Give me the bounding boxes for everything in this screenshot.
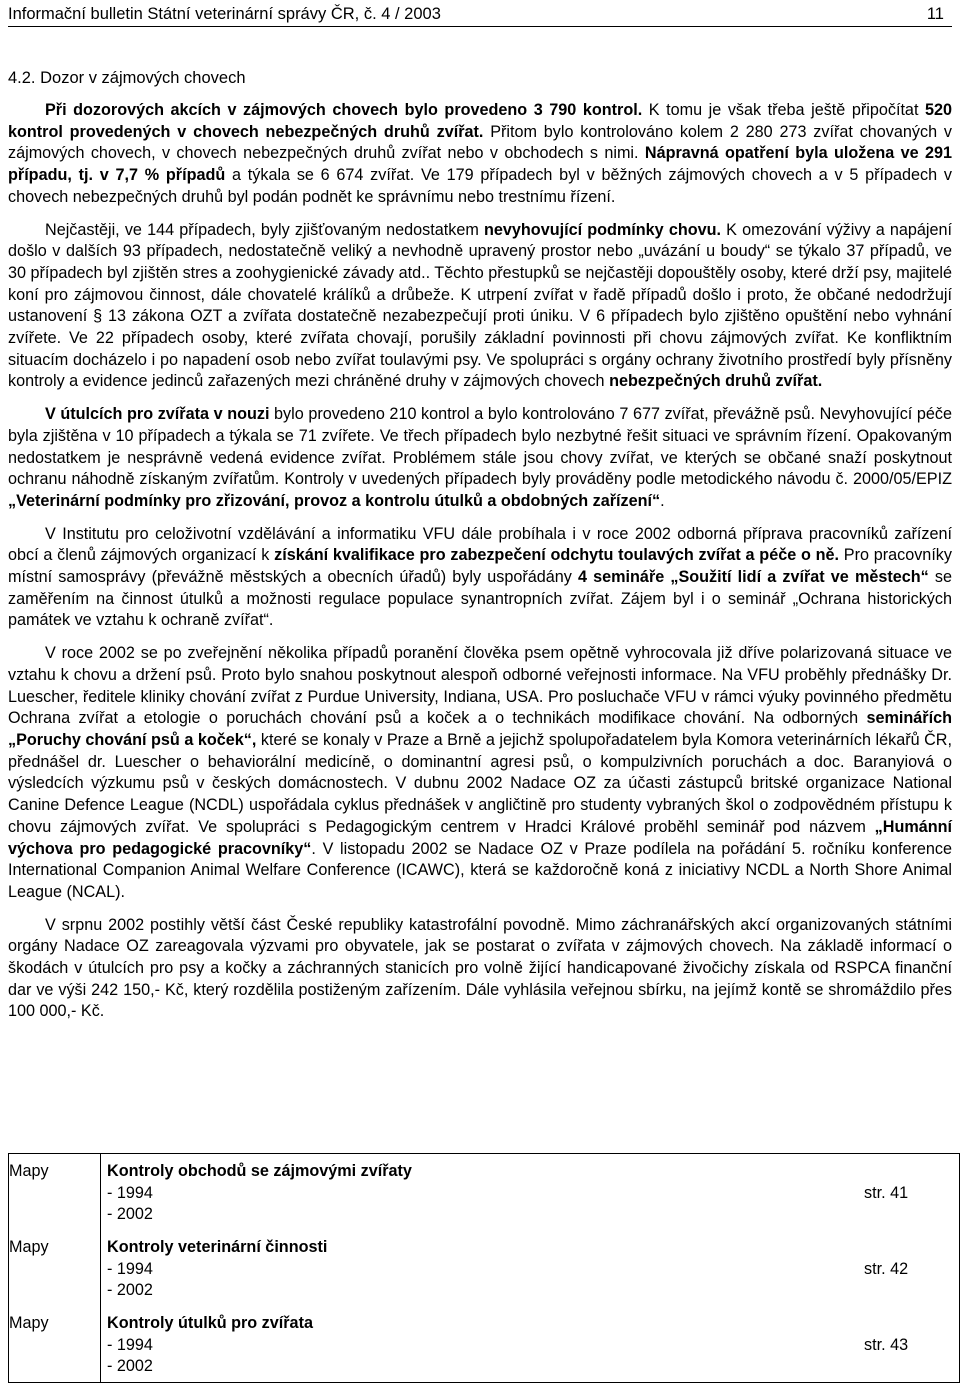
page-header — [8, 4, 952, 27]
text: a týkala se 6 674 zvířat. Ve 179 případech byl v běžných zájmových chovech a v 5 případech v chovech nebezpečných druhů byl podán podnět ke správnímu nebo trestnímu řízení. — [8, 166, 952, 206]
map-row — [9, 1154, 959, 1230]
bold-text: 520 kontrol provedených v chovech nebezpečných druhů zvířat. — [8, 101, 953, 141]
text: V Institutu pro celoživotní vzdělávání a informatiku VFU dále probíhala i v roce 2002 odborná příprava pracovníků zařízení obcí a členů zájmových organizací k — [8, 524, 952, 565]
bold-text: „Humánní výchova pro pedagogické pracovníky“ — [8, 817, 952, 858]
text: . — [660, 491, 665, 510]
map-heading: Kontroly útulků pro zvířata — [107, 1314, 313, 1332]
text: Pro pracovníky místní samosprávy (převážně městských a obecních úřadů) byly uspořádány — [8, 546, 952, 587]
map-row — [9, 1230, 959, 1306]
text: K tomu je však třeba ještě připočítat — [642, 101, 925, 119]
text: které se konaly v Praze a Brně a jejichž spolupořadatelem byla Komora veterinárních lékařů ČR, přednášel dr. Luescher o behaviorální medicíně, o dominantní agresi psů, o kompulzivních poruchách a doc. Baranyiová o výsledcích výzkumu psů v českých domácnostech. V dubnu 2002 Nadace OZ za účasti zástupců britské organizace National Canine Defence League (NCDL) uspořádala cyklus přednášek v angličtině pro studenty vybraných škol o zodpovědném přístupu k chovu zájmových zvířat. Ve spolupráci s Pedagogickým centrem v Hradci Králové proběhl seminář pod názvem — [8, 730, 952, 836]
map-page-ref: str. 41 — [864, 1184, 909, 1202]
bold-text: Nápravná opatření byla uložena ve 291 případu, tj. v 7,7 % případů — [8, 144, 952, 185]
map-year: - 1994 — [107, 1184, 153, 1202]
text: se zaměřením na činnost útulků a možnosti regulace populace synantropních zvířat. Zájem byl i o seminář „Ochrana historických památek ve vztahu k ochraně zvířat“. — [8, 568, 952, 630]
text: K omezování výživy a napájení došlo v dalších 93 případech, nedostatečně veliký a nevhodně upravený prostor nebo „uvázání u boudy“ se týkalo 37 případů, ve 30 případech byl zjištěn stres a zoohygienické závady atd.. Těchto přestupků se nejčastěji dopouštěly osoby, které drží psy, majitelé koní pro zájmovou činnost, dále chovatelé králíků a drůbeže. K utrpení zvířat v řadě případů došlo i proto, že občané nedodržují ustanovení § 13 zákona OZT a zvířata dostatečně nezabezpečují proti úniku. V 6 případech bylo zjištěno opuštění nebo vyhnání zvířete. Ve 22 případech osoby, které zvířata chovají, porušily základní povinnosti při chovu zájmových zvířat. Ke konfliktním situacím docházelo i po napadení osob nebo zvířat toulavými psy. Ve spolupráci s orgány ochrany životního prostředí byly přísněny kontroly a evidence jedinců zařazených mezi chráněné druhy v zájmových chovech — [8, 220, 952, 391]
map-row — [9, 1306, 959, 1382]
bold-text: získání kvalifikace pro zabezpečení odchytu toulavých zvířat a péče o ně. — [274, 546, 840, 565]
map-year: - 2002 — [107, 1357, 153, 1375]
section-title: 4.2. Dozor v zájmových chovech — [8, 69, 246, 87]
map-year: - 2002 — [107, 1205, 153, 1223]
bulletin-title: Informační bulletin Státní veterinární správy ČR, č. 4 / 2003 — [8, 5, 441, 23]
paragraph-shelters — [8, 404, 952, 513]
map-heading: Kontroly obchodů se zájmovými zvířaty — [107, 1162, 412, 1180]
map-page-ref: str. 43 — [864, 1336, 909, 1354]
text: Nejčastěji, ve 144 případech, byly zjišťovaným nedostatkem — [45, 220, 485, 239]
bold-text: 4 semináře „Soužití lidí a zvířat ve městech“ — [578, 568, 929, 587]
map-heading: Kontroly veterinární činnosti — [107, 1238, 328, 1256]
map-year: - 1994 — [107, 1260, 153, 1278]
text: bylo provedeno 210 kontrol a bylo kontrolováno 7 677 zvířat, převážně psů. Nevyhovující péče byla zjištěna v 10 případech a týkala se 71 zvířete. Ve třech případech bylo nezbytné řešit situaci ve správním řízení. Opakovaným nedostatkem je nesprávně vedená evidence zvířat. Problémem stále jsou chovy zvířat, ve kterých se občané snaží poskytnout ochranu náhodně získaným zvířatům. Kontroly v uvedených případech byly prováděny podle metodického návodu č. 2000/05/EPIZ — [8, 405, 952, 489]
bold-text: „Veterinární podmínky pro zřizování, provoz a kontrolu útulků a obdobných zařízení“ — [8, 491, 661, 510]
map-year: - 2002 — [107, 1281, 153, 1299]
paragraph-floods — [8, 915, 952, 1024]
page-number: 11 — [926, 5, 944, 23]
bold-text: nevyhovující podmínky chovu. — [484, 220, 722, 239]
map-page-ref: str. 42 — [864, 1260, 909, 1278]
paragraph-inspections — [8, 100, 952, 209]
bold-text: Při dozorových akcích v zájmových chovech bylo provedeno 3 790 kontrol. — [45, 101, 643, 119]
map-label: Mapy — [9, 1162, 49, 1180]
paragraph-deficiencies — [8, 220, 952, 394]
text: Přitom bylo kontrolováno kolem 2 280 273 zvířat chovaných v zájmových chovech, v chovech nebezpečných druhů zvířat nebo v obchodech s nimi. — [8, 122, 952, 163]
paragraph-dog-attacks — [8, 643, 952, 903]
text: V roce 2002 se po zveřejnění několika případů poranění člověka psem opětně vyhrocovala již dříve polarizovaná situace ve vztahu k chovu a držení psů. Proto bylo snahou poskytnout alespoň odborné veřejnosti informace. Na VFU proběhly přednášky Dr. Luescher, ředitele kliniky chování zvířat z Purdue University, Indiana, USA. Pro posluchače VFU v rámci výuky povinného předmětu Ochrana zvířat a etologie o poruchách chování psů a koček a o technikách modifikace chování. Na odborných — [8, 644, 952, 728]
map-year: - 1994 — [107, 1336, 153, 1354]
bold-text: seminářích „Poruchy chování psů a koček“, — [8, 709, 952, 749]
map-label: Mapy — [9, 1314, 49, 1332]
bold-text: nebezpečných druhů zvířat. — [609, 372, 823, 391]
maps-table — [8, 1153, 960, 1383]
body-text — [8, 100, 952, 1034]
text: . V listopadu 2002 se Nadace OZ v Praze podílela na pořádání 5. ročníku konference International Companion Animal Welfare Conference (ICAWC), která se každoročně koná z iniciativy NCDL a North Shore Animal League (NCAL). — [8, 839, 952, 901]
map-label: Mapy — [9, 1238, 49, 1256]
text: V srpnu 2002 postihly větší část České republiky katastrofální povodně. Mimo záchranářských akcí organizovaných státními orgány Nadace OZ zareagovala výzvami pro obyvatele, jak se postarat o zvířata v zájmových chovech. Na základě informací o škodách v útulcích pro psy a kočky a záchranných stanicích pro volně žijící handicapované živočichy získala od RSPCA finanční dar ve výši 242 150,- Kč, který rozdělila postiženým zařízením. Dále vyhlásila veřejnou sbírku, na jejímž kontě se shromáždilo přes 100 000,- Kč. — [8, 915, 952, 1021]
paragraph-institute — [8, 524, 952, 633]
bold-text: V útulcích pro zvířata v nouzi — [45, 405, 270, 424]
